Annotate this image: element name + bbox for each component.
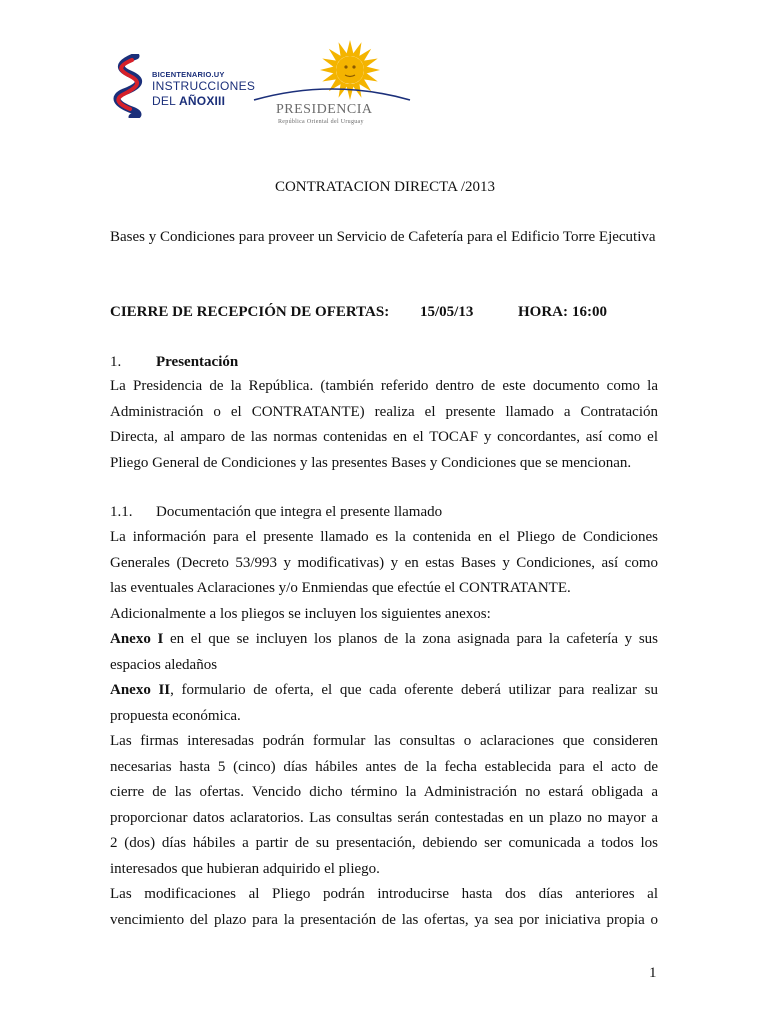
cierre-label: CIERRE DE RECEPCIÓN DE OFERTAS:	[110, 304, 390, 320]
paragraph-line: Pliego General de Condiciones y las presentes Bases y Condiciones que se mencionan.	[110, 454, 632, 471]
paragraph-line: La Presidencia de la República. (también referido dentro de este documento como la	[110, 378, 658, 394]
paragraph-line: Generales (Decreto 53/993 y modificativas) y en estas Bases y Condiciones, así como	[110, 554, 658, 571]
anexo-2-text: , formulario de oferta, el que cada oferente deberá utilizar para realizar su	[170, 682, 658, 698]
cierre-hora-label: HORA:	[518, 304, 568, 320]
cierre-date: 15/05/13	[420, 304, 474, 320]
anexo-2-line	[110, 678, 658, 704]
paragraph-line: Las modificaciones al Pliego podrán introducirse hasta dos días anteriores al	[110, 886, 658, 902]
paragraph-line: Las firmas interesadas podrán formular las consultas o aclaraciones que consideren	[110, 733, 658, 749]
section-1-1-title: Documentación que integra el presente llamado	[156, 504, 443, 520]
section-1-title: Presentación	[156, 354, 239, 370]
paragraph-line: La información para el presente llamado es la contenida en el Pliego de Condiciones	[110, 529, 658, 545]
paragraph-line: 2 (dos) días hábiles a partir de su presentación, debiendo ser comunicada a todos los	[110, 835, 658, 851]
section-1-1-number: 1.1.	[110, 504, 133, 520]
paragraph-line: interesados que hubieran adquirido el pliego.	[110, 860, 380, 877]
presidencia-subtitle: República Oriental del Uruguay	[278, 119, 364, 125]
paragraph-line: proporcionar datos aclaratorios. Las consultas serán contestadas en un plazo no mayor a	[110, 809, 658, 826]
bicentenario-mid-text: INSTRUCCIONES	[152, 79, 256, 93]
paragraph-line: vencimiento del plazo para la presentación de las ofertas, ya sea por iniciativa propia o	[110, 911, 658, 928]
document-title: CONTRATACION DIRECTA /2013	[274, 179, 496, 195]
anexo-1-text: en el que se incluyen los planos de la zona asignada para la cafetería y sus	[163, 631, 658, 647]
anexo-2-label: Anexo II	[110, 682, 171, 698]
presidencia-name: PRESIDENCIA	[276, 102, 373, 117]
paragraph-line: espacios aledaños	[110, 656, 218, 673]
bicentenario-big-text: DEL AÑOXIII	[152, 94, 226, 108]
paragraph-line: necesarias hasta 5 (cinco) días hábiles antes de la fecha establecida para el acto de	[110, 758, 658, 775]
paragraph-line: Directa, al amparo de las normas contenidas en el TOCAF y concordantes, así como el	[110, 429, 658, 445]
paragraph-line: Administración o el CONTRATANTE) realiza el presente llamado a Contratación	[110, 403, 658, 420]
paragraph-line: las eventuales Aclaraciones y/o Enmiendas que efectúe el CONTRATANTE.	[110, 580, 571, 596]
anexo-1-label: Anexo I	[110, 631, 164, 647]
cierre-hora-value: 16:00	[572, 304, 607, 320]
bicentenario-logo	[110, 54, 260, 118]
presidencia-logo	[252, 40, 412, 132]
anexo-1-line	[110, 627, 658, 653]
section-1-number: 1.	[110, 354, 122, 370]
ribbon-logo-icon	[110, 54, 150, 118]
paragraph-line: cierre de las ofertas. Vencido dicho término la Administración no estará obligada a	[110, 784, 658, 800]
sun-of-may-icon	[252, 40, 412, 106]
section-1-paragraph	[110, 374, 658, 476]
page-number: 1	[649, 965, 657, 981]
document-subject: Bases y Condiciones para proveer un Servicio de Cafetería para el Edificio Torre Ejecutiva	[110, 229, 656, 245]
paragraph-line: propuesta económica.	[110, 707, 241, 724]
bicentenario-small-text: BICENTENARIO.UY	[152, 70, 225, 79]
paragraph-line: Adicionalmente a los pliegos se incluyen los siguientes anexos:	[110, 605, 491, 622]
section-1-1-paragraph	[110, 525, 658, 933]
